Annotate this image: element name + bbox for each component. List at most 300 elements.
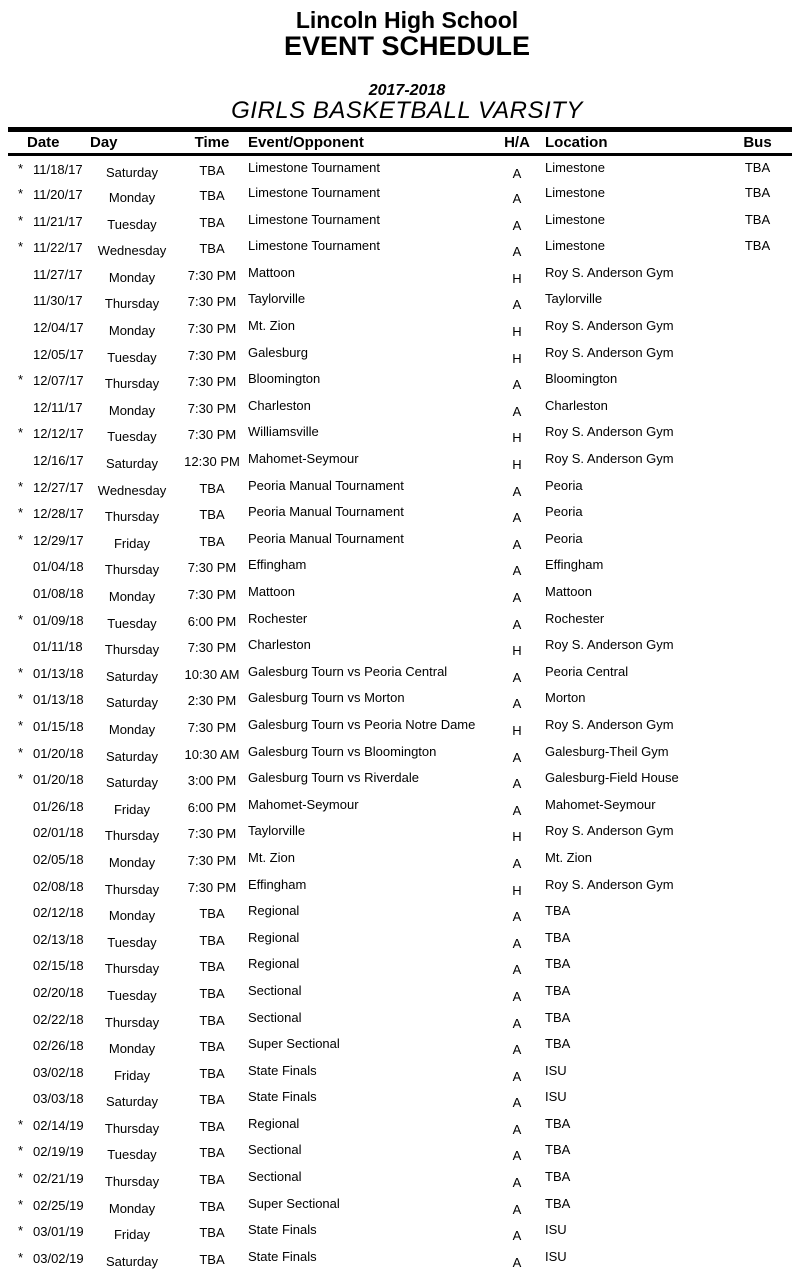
cell-time: TBA xyxy=(199,932,225,948)
cell-bus xyxy=(729,713,792,740)
schedule-table xyxy=(8,127,792,1271)
cell-event: Galesburg Tourn vs Bloomington xyxy=(248,743,437,759)
cell-ha: A xyxy=(512,988,522,1004)
cell-star-flag: * xyxy=(17,372,24,388)
cell-date: 03/01/19 xyxy=(33,1224,84,1240)
cell-day: Thursday xyxy=(104,562,160,578)
cell-event: Williamsville xyxy=(248,424,319,440)
cell-star-flag xyxy=(8,952,33,979)
cell-date: 12/04/17 xyxy=(33,320,84,336)
schedule-row xyxy=(8,1032,792,1059)
cell-time: 7:30 PM xyxy=(187,879,237,895)
column-header-location: Location xyxy=(545,134,608,151)
cell-day: Saturday xyxy=(105,456,159,472)
cell-day: Thursday xyxy=(104,642,160,658)
cell-star-flag xyxy=(8,580,33,607)
cell-ha: H xyxy=(512,643,522,659)
cell-location: TBA xyxy=(545,982,571,998)
cell-location: Roy S. Anderson Gym xyxy=(545,264,674,280)
cell-event: State Finals xyxy=(248,1089,317,1105)
cell-location: Mt. Zion xyxy=(545,849,592,865)
cell-event: Sectional xyxy=(248,1009,302,1025)
cell-day: Thursday xyxy=(104,1120,160,1136)
cell-location: ISU xyxy=(545,1222,567,1238)
cell-event: Peoria Manual Tournament xyxy=(248,504,404,520)
cell-ha: A xyxy=(512,935,522,951)
cell-date: 11/27/17 xyxy=(33,266,83,282)
cell-ha: A xyxy=(512,1175,522,1191)
cell-date: 03/03/18 xyxy=(33,1091,84,1107)
cell-location: Effingham xyxy=(545,557,604,573)
column-header-time: Time xyxy=(194,134,230,151)
schedule-row xyxy=(8,420,792,447)
cell-location: Limestone xyxy=(545,211,605,227)
cell-location: TBA xyxy=(545,1115,571,1131)
cell-ha: A xyxy=(512,563,522,579)
cell-ha: A xyxy=(512,1121,522,1137)
cell-day: Wednesday xyxy=(97,243,167,259)
cell-time: 7:30 PM xyxy=(187,640,237,656)
schedule-row xyxy=(8,819,792,846)
cell-time: TBA xyxy=(199,507,225,523)
cell-day: Tuesday xyxy=(107,934,157,950)
cell-location: Peoria xyxy=(545,504,583,520)
cell-ha: A xyxy=(512,510,522,526)
cell-event: Super Sectional xyxy=(248,1036,340,1052)
schedule-row xyxy=(8,899,792,926)
schedule-table-head xyxy=(8,130,792,155)
cell-event: Mattoon xyxy=(248,264,295,280)
cell-time: TBA xyxy=(199,214,225,230)
cell-bus xyxy=(729,1059,792,1086)
schedule-row xyxy=(8,287,792,314)
cell-event: Charleston xyxy=(248,397,311,413)
cell-date: 11/20/17 xyxy=(33,187,83,203)
cell-star-flag xyxy=(8,1006,33,1033)
cell-date: 12/05/17 xyxy=(33,346,84,362)
cell-day: Saturday xyxy=(105,165,159,180)
cell-date: 11/18/17 xyxy=(33,162,83,177)
cell-date: 03/02/19 xyxy=(33,1250,84,1266)
cell-location: Limestone xyxy=(545,160,605,175)
cell-day: Thursday xyxy=(104,881,160,897)
cell-location: Roy S. Anderson Gym xyxy=(545,344,674,360)
cell-star-flag: * xyxy=(17,186,24,202)
cell-day: Thursday xyxy=(104,1174,160,1190)
cell-event: Mahomet-Seymour xyxy=(248,451,359,467)
cell-event: State Finals xyxy=(248,1062,317,1078)
schedule-row xyxy=(8,766,792,793)
schedule-row xyxy=(8,341,792,368)
cell-star-flag: * xyxy=(17,425,24,441)
schedule-row xyxy=(8,633,792,660)
cell-star-flag xyxy=(8,846,33,873)
cell-time: 10:30 AM xyxy=(184,746,240,762)
cell-star-flag xyxy=(8,926,33,953)
cell-star-flag xyxy=(8,1085,33,1112)
cell-location: Mahomet-Seymour xyxy=(545,796,656,812)
cell-date: 02/15/18 xyxy=(33,958,84,974)
cell-bus: TBA xyxy=(744,160,771,175)
cell-date: 11/22/17 xyxy=(33,240,83,256)
schedule-row xyxy=(8,500,792,527)
cell-bus xyxy=(729,660,792,687)
page-header xyxy=(7,0,800,123)
cell-bus xyxy=(729,420,792,447)
cell-star-flag: * xyxy=(17,1116,24,1132)
cell-day: Monday xyxy=(108,190,156,206)
cell-event: Mt. Zion xyxy=(248,849,295,865)
cell-bus xyxy=(729,819,792,846)
cell-ha: A xyxy=(512,909,522,925)
cell-event: Sectional xyxy=(248,1142,302,1158)
cell-day: Friday xyxy=(113,801,151,817)
cell-time: TBA xyxy=(199,1225,225,1241)
cell-event: Taylorville xyxy=(248,291,306,307)
schedule-row xyxy=(8,740,792,767)
cell-location: ISU xyxy=(545,1062,567,1078)
cell-day: Tuesday xyxy=(107,615,157,631)
cell-ha: A xyxy=(512,403,522,419)
cell-time: 2:30 PM xyxy=(187,693,237,709)
cell-location: TBA xyxy=(545,1009,571,1025)
cell-date: 12/11/17 xyxy=(33,399,83,415)
cell-date: 02/26/18 xyxy=(33,1038,84,1054)
cell-location: TBA xyxy=(545,903,571,919)
cell-star-flag: * xyxy=(17,239,24,255)
cell-time: 3:00 PM xyxy=(187,773,237,789)
cell-star-flag xyxy=(8,314,33,341)
schedule-row xyxy=(8,660,792,687)
cell-star-flag: * xyxy=(17,478,24,494)
schedule-row xyxy=(8,1138,792,1165)
cell-star-flag: * xyxy=(17,161,24,176)
cell-location: Roy S. Anderson Gym xyxy=(545,451,674,467)
cell-day: Tuesday xyxy=(107,216,157,232)
cell-ha: H xyxy=(512,722,522,738)
cell-event: Bloomington xyxy=(248,371,321,387)
cell-date: 01/08/18 xyxy=(33,586,84,601)
cell-time: 7:30 PM xyxy=(187,427,237,443)
cell-star-flag xyxy=(8,1032,33,1059)
season-label: 2017-2018 xyxy=(368,82,446,99)
cell-event: Galesburg Tourn vs Riverdale xyxy=(248,770,420,786)
schedule-row xyxy=(8,1165,792,1192)
cell-event: Limestone Tournament xyxy=(248,238,381,254)
school-name: Lincoln High School xyxy=(295,7,519,33)
cell-ha: H xyxy=(512,457,522,473)
cell-star-flag xyxy=(8,447,33,474)
schedule-row xyxy=(8,474,792,501)
cell-ha: A xyxy=(512,616,522,632)
cell-time: TBA xyxy=(199,959,225,975)
cell-bus xyxy=(729,766,792,793)
cell-day: Friday xyxy=(113,1227,151,1243)
cell-event: Rochester xyxy=(248,610,308,626)
cell-ha: A xyxy=(512,1254,522,1270)
cell-bus xyxy=(729,846,792,873)
cell-time: TBA xyxy=(199,1198,225,1214)
cell-ha: A xyxy=(512,962,522,978)
cell-event: State Finals xyxy=(248,1248,317,1264)
cell-date: 01/15/18 xyxy=(33,718,84,734)
cell-date: 01/26/18 xyxy=(33,798,84,814)
cell-location: Galesburg-Theil Gym xyxy=(545,743,669,759)
cell-location: Roy S. Anderson Gym xyxy=(545,318,674,334)
cell-star-flag xyxy=(8,341,33,368)
cell-event: Galesburg xyxy=(248,344,308,360)
cell-location: Galesburg-Field House xyxy=(545,770,679,786)
cell-ha: H xyxy=(512,882,522,898)
cell-time: 7:30 PM xyxy=(187,587,237,602)
cell-date: 02/12/18 xyxy=(33,905,84,921)
cell-bus xyxy=(729,367,792,394)
cell-event: Super Sectional xyxy=(248,1195,340,1211)
cell-day: Monday xyxy=(108,323,156,339)
cell-event: State Finals xyxy=(248,1222,317,1238)
cell-location: Mattoon xyxy=(545,584,592,599)
cell-ha: H xyxy=(512,829,522,845)
cell-location: Bloomington xyxy=(545,371,618,387)
cell-day: Monday xyxy=(108,402,156,418)
schedule-row xyxy=(8,314,792,341)
cell-star-flag: * xyxy=(17,611,24,627)
team-name: GIRLS BASKETBALL VARSITY xyxy=(231,97,583,124)
cell-time: TBA xyxy=(199,480,225,496)
cell-day: Saturday xyxy=(105,775,159,791)
schedule-row xyxy=(8,1112,792,1139)
cell-time: TBA xyxy=(199,1065,225,1081)
cell-star-flag: * xyxy=(17,505,24,521)
cell-day: Friday xyxy=(113,535,151,551)
cell-time: TBA xyxy=(199,163,225,178)
schedule-row xyxy=(8,1218,792,1245)
cell-bus xyxy=(729,394,792,421)
cell-ha: H xyxy=(512,324,522,340)
cell-event: Mahomet-Seymour xyxy=(248,796,359,812)
cell-star-flag xyxy=(8,793,33,820)
cell-date: 02/25/19 xyxy=(33,1197,84,1213)
schedule-row xyxy=(8,208,792,235)
cell-date: 01/20/18 xyxy=(33,772,84,788)
cell-date: 01/11/18 xyxy=(33,639,83,655)
cell-ha: A xyxy=(512,669,522,685)
column-header-day: Day xyxy=(90,134,118,151)
column-header-date: Date xyxy=(27,134,60,151)
cell-ha: A xyxy=(512,244,522,260)
cell-ha: H xyxy=(512,350,522,366)
schedule-row xyxy=(8,686,792,713)
cell-day: Tuesday xyxy=(107,429,157,445)
cell-bus xyxy=(729,314,792,341)
cell-day: Monday xyxy=(108,589,156,604)
cell-bus xyxy=(729,952,792,979)
cell-event: Mattoon xyxy=(248,584,295,599)
cell-time: 7:30 PM xyxy=(187,347,237,363)
cell-time: 6:00 PM xyxy=(187,613,237,629)
cell-ha: A xyxy=(512,855,522,871)
schedule-row xyxy=(8,580,792,607)
cell-ha: A xyxy=(512,1068,522,1084)
cell-date: 02/21/19 xyxy=(33,1171,84,1187)
cell-event: Charleston xyxy=(248,637,311,653)
cell-star-flag: * xyxy=(17,1223,24,1239)
cell-event: Limestone Tournament xyxy=(248,185,381,201)
cell-time: 12:30 PM xyxy=(184,454,240,470)
cell-event: Sectional xyxy=(248,1169,302,1185)
cell-bus xyxy=(729,633,792,660)
cell-ha: A xyxy=(512,1042,522,1058)
cell-date: 02/01/18 xyxy=(33,825,84,841)
cell-day: Monday xyxy=(108,721,156,737)
schedule-row xyxy=(8,261,792,288)
cell-bus xyxy=(729,1138,792,1165)
cell-event: Regional xyxy=(248,1115,300,1131)
cell-bus xyxy=(729,873,792,900)
cell-bus xyxy=(729,287,792,314)
cell-day: Monday xyxy=(108,269,156,285)
schedule-row xyxy=(8,181,792,208)
cell-time: TBA xyxy=(199,985,225,1001)
cell-bus xyxy=(729,1245,792,1272)
cell-event: Peoria Manual Tournament xyxy=(248,477,404,493)
cell-ha: A xyxy=(512,1095,522,1111)
cell-event: Peoria Manual Tournament xyxy=(248,530,404,546)
cell-time: 7:30 PM xyxy=(187,400,237,416)
cell-date: 02/14/19 xyxy=(33,1117,84,1133)
cell-day: Monday xyxy=(108,908,156,924)
cell-star-flag: * xyxy=(17,1196,24,1212)
cell-star-flag: * xyxy=(17,1170,24,1186)
cell-ha: H xyxy=(512,270,522,286)
cell-time: TBA xyxy=(199,1251,225,1267)
cell-location: Peoria Central xyxy=(545,663,629,679)
column-header-ha: H/A xyxy=(504,134,530,151)
cell-day: Saturday xyxy=(105,668,159,684)
cell-location: Morton xyxy=(545,690,586,706)
cell-time: 10:30 AM xyxy=(184,666,240,682)
cell-bus xyxy=(729,926,792,953)
cell-day: Thursday xyxy=(104,828,160,844)
cell-bus: TBA xyxy=(744,185,771,201)
schedule-row xyxy=(8,234,792,261)
cell-day: Tuesday xyxy=(107,1147,157,1163)
cell-star-flag xyxy=(8,979,33,1006)
cell-time: 7:30 PM xyxy=(187,294,237,310)
cell-location: ISU xyxy=(545,1248,567,1264)
cell-location: TBA xyxy=(545,1195,571,1211)
cell-time: TBA xyxy=(199,1118,225,1134)
cell-star-flag: * xyxy=(17,717,24,733)
cell-day: Monday xyxy=(108,854,156,870)
schedule-row xyxy=(8,607,792,634)
schedule-row xyxy=(8,713,792,740)
cell-day: Monday xyxy=(108,1041,156,1057)
cell-time: TBA xyxy=(199,1145,225,1161)
cell-location: Taylorville xyxy=(545,291,603,307)
cell-date: 12/16/17 xyxy=(33,453,84,469)
cell-bus xyxy=(729,899,792,926)
cell-day: Thursday xyxy=(104,509,160,525)
cell-location: Peoria xyxy=(545,477,583,493)
cell-ha: A xyxy=(512,1148,522,1164)
cell-ha: A xyxy=(512,377,522,393)
cell-event: Taylorville xyxy=(248,823,306,839)
cell-star-flag xyxy=(8,287,33,314)
cell-date: 12/29/17 xyxy=(33,532,84,548)
cell-bus xyxy=(729,1032,792,1059)
cell-date: 02/13/18 xyxy=(33,931,84,947)
cell-bus xyxy=(729,1165,792,1192)
cell-event: Limestone Tournament xyxy=(248,160,381,175)
schedule-row xyxy=(8,527,792,554)
cell-time: TBA xyxy=(199,1172,225,1188)
cell-event: Effingham xyxy=(248,876,307,892)
schedule-row xyxy=(8,952,792,979)
cell-day: Saturday xyxy=(105,1253,159,1269)
cell-bus xyxy=(729,341,792,368)
cell-date: 12/07/17 xyxy=(33,373,84,389)
cell-ha: H xyxy=(512,430,522,446)
cell-ha: A xyxy=(512,590,522,605)
cell-star-flag xyxy=(8,819,33,846)
schedule-row xyxy=(8,1085,792,1112)
cell-star-flag: * xyxy=(17,664,24,680)
cell-bus xyxy=(729,447,792,474)
cell-day: Thursday xyxy=(104,961,160,977)
cell-ha: A xyxy=(512,166,522,181)
cell-bus xyxy=(729,1218,792,1245)
cell-time: TBA xyxy=(199,1039,225,1055)
cell-star-flag xyxy=(8,394,33,421)
cell-star-flag: * xyxy=(17,771,24,787)
cell-location: Rochester xyxy=(545,610,605,626)
cell-date: 01/13/18 xyxy=(33,665,84,681)
cell-date: 12/28/17 xyxy=(33,506,84,522)
cell-time: 7:30 PM xyxy=(187,321,237,337)
schedule-row xyxy=(8,155,792,182)
cell-location: TBA xyxy=(545,956,571,972)
schedule-row xyxy=(8,394,792,421)
cell-location: TBA xyxy=(545,929,571,945)
cell-bus: TBA xyxy=(744,238,771,254)
cell-date: 11/21/17 xyxy=(33,213,83,229)
cell-day: Thursday xyxy=(104,296,160,312)
schedule-row xyxy=(8,553,792,580)
cell-date: 02/22/18 xyxy=(33,1011,84,1027)
cell-location: Roy S. Anderson Gym xyxy=(545,716,674,732)
cell-event: Galesburg Tourn vs Morton xyxy=(248,690,405,706)
cell-star-flag: * xyxy=(17,1143,24,1159)
cell-star-flag xyxy=(8,873,33,900)
cell-star-flag: * xyxy=(17,531,24,547)
cell-ha: A xyxy=(512,297,522,313)
cell-bus xyxy=(729,1006,792,1033)
cell-time: TBA xyxy=(199,1092,225,1108)
cell-time: 6:00 PM xyxy=(187,799,237,815)
cell-location: Roy S. Anderson Gym xyxy=(545,424,674,440)
cell-star-flag xyxy=(8,261,33,288)
cell-date: 12/12/17 xyxy=(33,426,84,442)
cell-day: Friday xyxy=(113,1067,151,1083)
cell-date: 01/04/18 xyxy=(33,559,84,575)
cell-ha: A xyxy=(512,191,522,207)
cell-location: TBA xyxy=(545,1169,571,1185)
cell-bus xyxy=(729,1112,792,1139)
cell-bus xyxy=(729,793,792,820)
cell-date: 01/13/18 xyxy=(33,692,84,708)
cell-date: 01/09/18 xyxy=(33,612,84,628)
